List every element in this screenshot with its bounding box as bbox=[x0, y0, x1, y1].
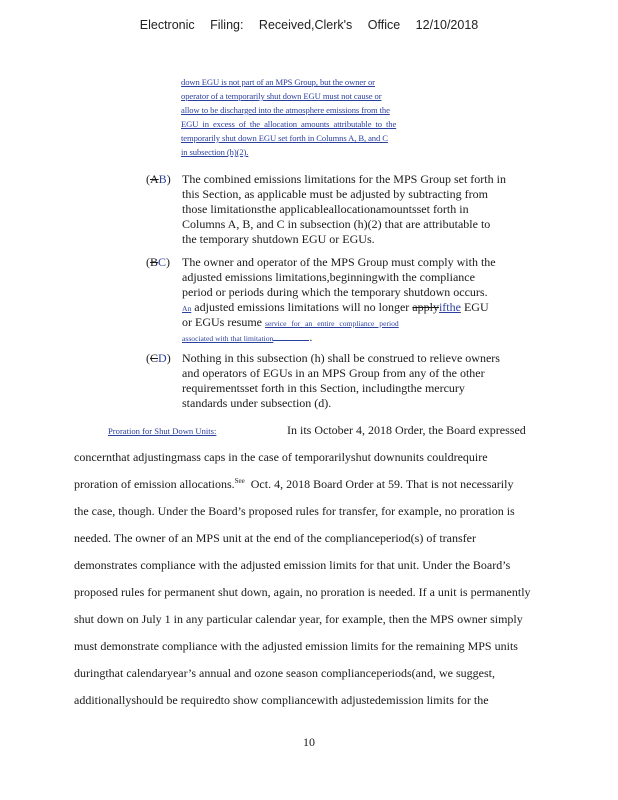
body-line: Proration for Shut Down Units: In its October 4, 2018 Order, the Board expressed bbox=[108, 423, 526, 437]
subsection-line: the temporary shutdown EGU or EGUs. bbox=[182, 232, 375, 246]
body-line: duringthat calendaryear’s annual and ozone season complianceperiods(and, we suggest, bbox=[74, 666, 495, 680]
inserted-line: in subsection (h)(2). bbox=[181, 147, 249, 157]
filing-header: Electronic Filing: Received,Clerk's Office 12/10/2018 bbox=[139, 18, 479, 32]
body-line: additionallyshould be requiredto show compliancewith adjustedemission limits for the bbox=[74, 693, 489, 707]
inserted-line: down EGU is not part of an MPS Group, but the owner or bbox=[181, 77, 375, 87]
inserted-line: temporarily shut down EGU set forth in Columns A, B, and C bbox=[181, 133, 388, 143]
body-line: demonstrates compliance with the adjusted emission limits for that unit. Under the Board’s bbox=[74, 558, 511, 572]
subsection-line: requirementsset forth in this Section, includingthe mercury bbox=[182, 381, 465, 395]
page-number: 10 bbox=[303, 735, 315, 749]
subsection-line: this Section, as applicable must be adjusted by subtracting from bbox=[182, 187, 488, 201]
subsection-line: The owner and operator of the MPS Group must comply with the bbox=[182, 255, 496, 269]
subsection-line: those limitationsthe applicableallocationamountsset forth in bbox=[182, 202, 469, 216]
subsection-line: An adjusted emissions limitations will no longer applyifthe EGU bbox=[182, 300, 489, 314]
body-line: concernthat adjustingmass caps in the case of temporarilyshut downunits couldrequire bbox=[74, 450, 488, 464]
body-line: proration of emission allocations.$^{See}$ Oct. 4, 2018 Board Order at 59. That is not necessarily bbox=[74, 477, 514, 491]
inserted-line: EGU in excess of the allocation amounts attributable to the bbox=[181, 119, 397, 129]
subsection-line: and operators of EGUs in an MPS Group from any of the other bbox=[182, 366, 485, 380]
subsection-label: (BC) bbox=[146, 255, 171, 269]
subsection-line: Nothing in this subsection (h) shall be construed to relieve owners bbox=[182, 351, 500, 365]
inserted-line: operator of a temporarily shut down EGU must not cause or bbox=[181, 91, 382, 101]
subsection-line: Columns A, B, and C in subsection (h)(2) that are attributable to bbox=[182, 217, 491, 231]
subsection-label: (AB) bbox=[146, 172, 171, 186]
section-heading: Proration for Shut Down Units: bbox=[108, 426, 217, 436]
subsection-line: or EGUs resume service for an entire compliance period bbox=[182, 315, 399, 329]
inserted-line: allow to be discharged into the atmosphere emissions from the bbox=[181, 105, 390, 115]
body-line: the case, though. Under the Board’s proposed rules for transfer, for example, no proration is bbox=[74, 504, 515, 518]
subsection-line: The combined emissions limitations for the MPS Group set forth in bbox=[182, 172, 506, 186]
subsection-label: (CD) bbox=[146, 351, 171, 365]
body-line: proposed rules for permanent shut down, again, no proration is needed. If a unit is permanently bbox=[74, 585, 531, 599]
footnote-mark: See bbox=[234, 477, 245, 485]
body-line: shut down on July 1 in any particular calendar year, for example, then the MPS owner simply bbox=[74, 612, 523, 626]
body-line: must demonstrate compliance with the adjusted emission limits for the remaining MPS units bbox=[74, 639, 518, 653]
subsection-line: standards under subsection (d). bbox=[182, 396, 332, 410]
subsection-line: period or periods during which the temporary shutdown occurs. bbox=[182, 285, 488, 299]
subsection-line: associated with that limitation . bbox=[182, 330, 313, 344]
subsection-line: adjusted emissions limitations,beginningwith the compliance bbox=[182, 270, 475, 284]
body-line: needed. The owner of an MPS unit at the end of the complianceperiod(s) of transfer bbox=[74, 531, 476, 545]
